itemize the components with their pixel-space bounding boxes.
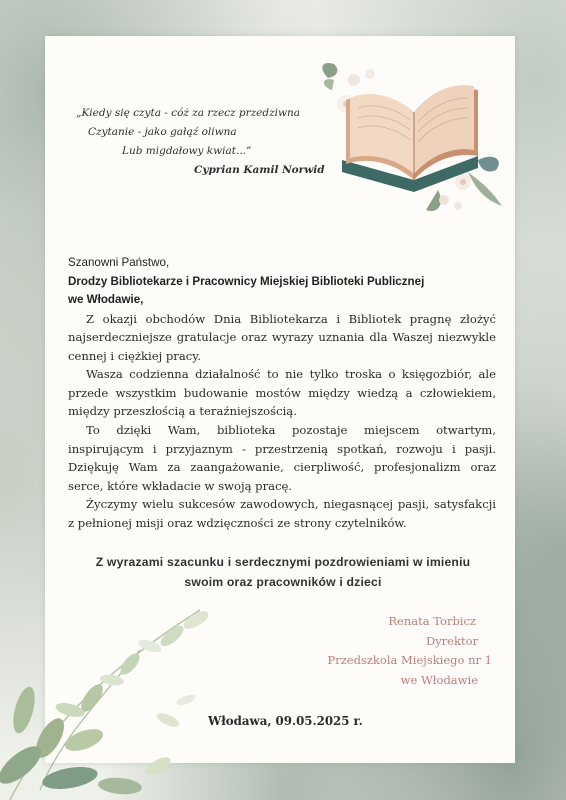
greeting-line-3: we Włodawie, [68, 293, 144, 306]
letter-body [68, 254, 496, 533]
eucalyptus-leaves-icon [0, 590, 240, 800]
signature-name: Renata Torbicz [388, 614, 476, 628]
quote-line-1: „Kiedy się czyta - cóż za rzecz przedziwna [76, 107, 301, 119]
greeting [68, 254, 496, 310]
closing-phrase [58, 552, 508, 592]
closing-line-2: swoim oraz pracowników i dzieci [184, 575, 382, 589]
norwid-quote [76, 104, 336, 180]
quote-line-2: Czytanie - jako gałąź oliwna [88, 126, 237, 138]
open-book-with-flowers-icon [318, 60, 508, 220]
greeting-line-1: Szanowni Państwo, [68, 256, 170, 269]
closing-line-1: Z wyrazami szacunku i serdecznymi pozdrowieniami w imieniu [95, 555, 471, 569]
paragraph-3: To dzięki Wam, biblioteka pozostaje miejscem otwartym, inspirującym i przyjaznym - przestrzenią spotkań, rozwoju i pasji. Dziękuję Wam za zaangażowanie, cierpliwość, profesjonalizm oraz serce, które wkładacie w swoją pracę. [68, 423, 496, 493]
signature-institution: Przedszkola Miejskiego nr 1 [327, 653, 492, 667]
paragraph-2: Wasza codzienna działalność to nie tylko troska o księgozbiór, ale przede wszystkim budowanie mostów między wiedzą a człowiekiem, między przeszłością a teraźniejszością. [68, 367, 496, 419]
paragraph-1: Z okazji obchodów Dnia Bibliotekarza i Bibliotek pragnę złożyć najserdeczniejsze gratulacje oraz wyrazy uznania dla Waszej niezwykle cennej i ciężkiej pracy. [68, 311, 496, 363]
place-and-date: Włodawa, 09.05.2025 r. [208, 714, 363, 728]
signature-block [300, 612, 492, 690]
signature-location: we Włodawie [400, 672, 478, 687]
paragraph-4: Życzymy wielu sukcesów zawodowych, niegasnącej pasji, satysfakcji z pełnionej misji oraz wdzięczności ze strony czytelników. [68, 497, 496, 531]
quote-line-3: Lub migdałowy kwiat...” [122, 145, 252, 157]
quote-author: Cyprian Kamil Norwid [194, 164, 325, 176]
signature-role: Dyrektor [425, 633, 478, 648]
greeting-line-2: Drodzy Bibliotekarze i Pracownicy Miejskiej Biblioteki Publicznej [68, 274, 425, 288]
